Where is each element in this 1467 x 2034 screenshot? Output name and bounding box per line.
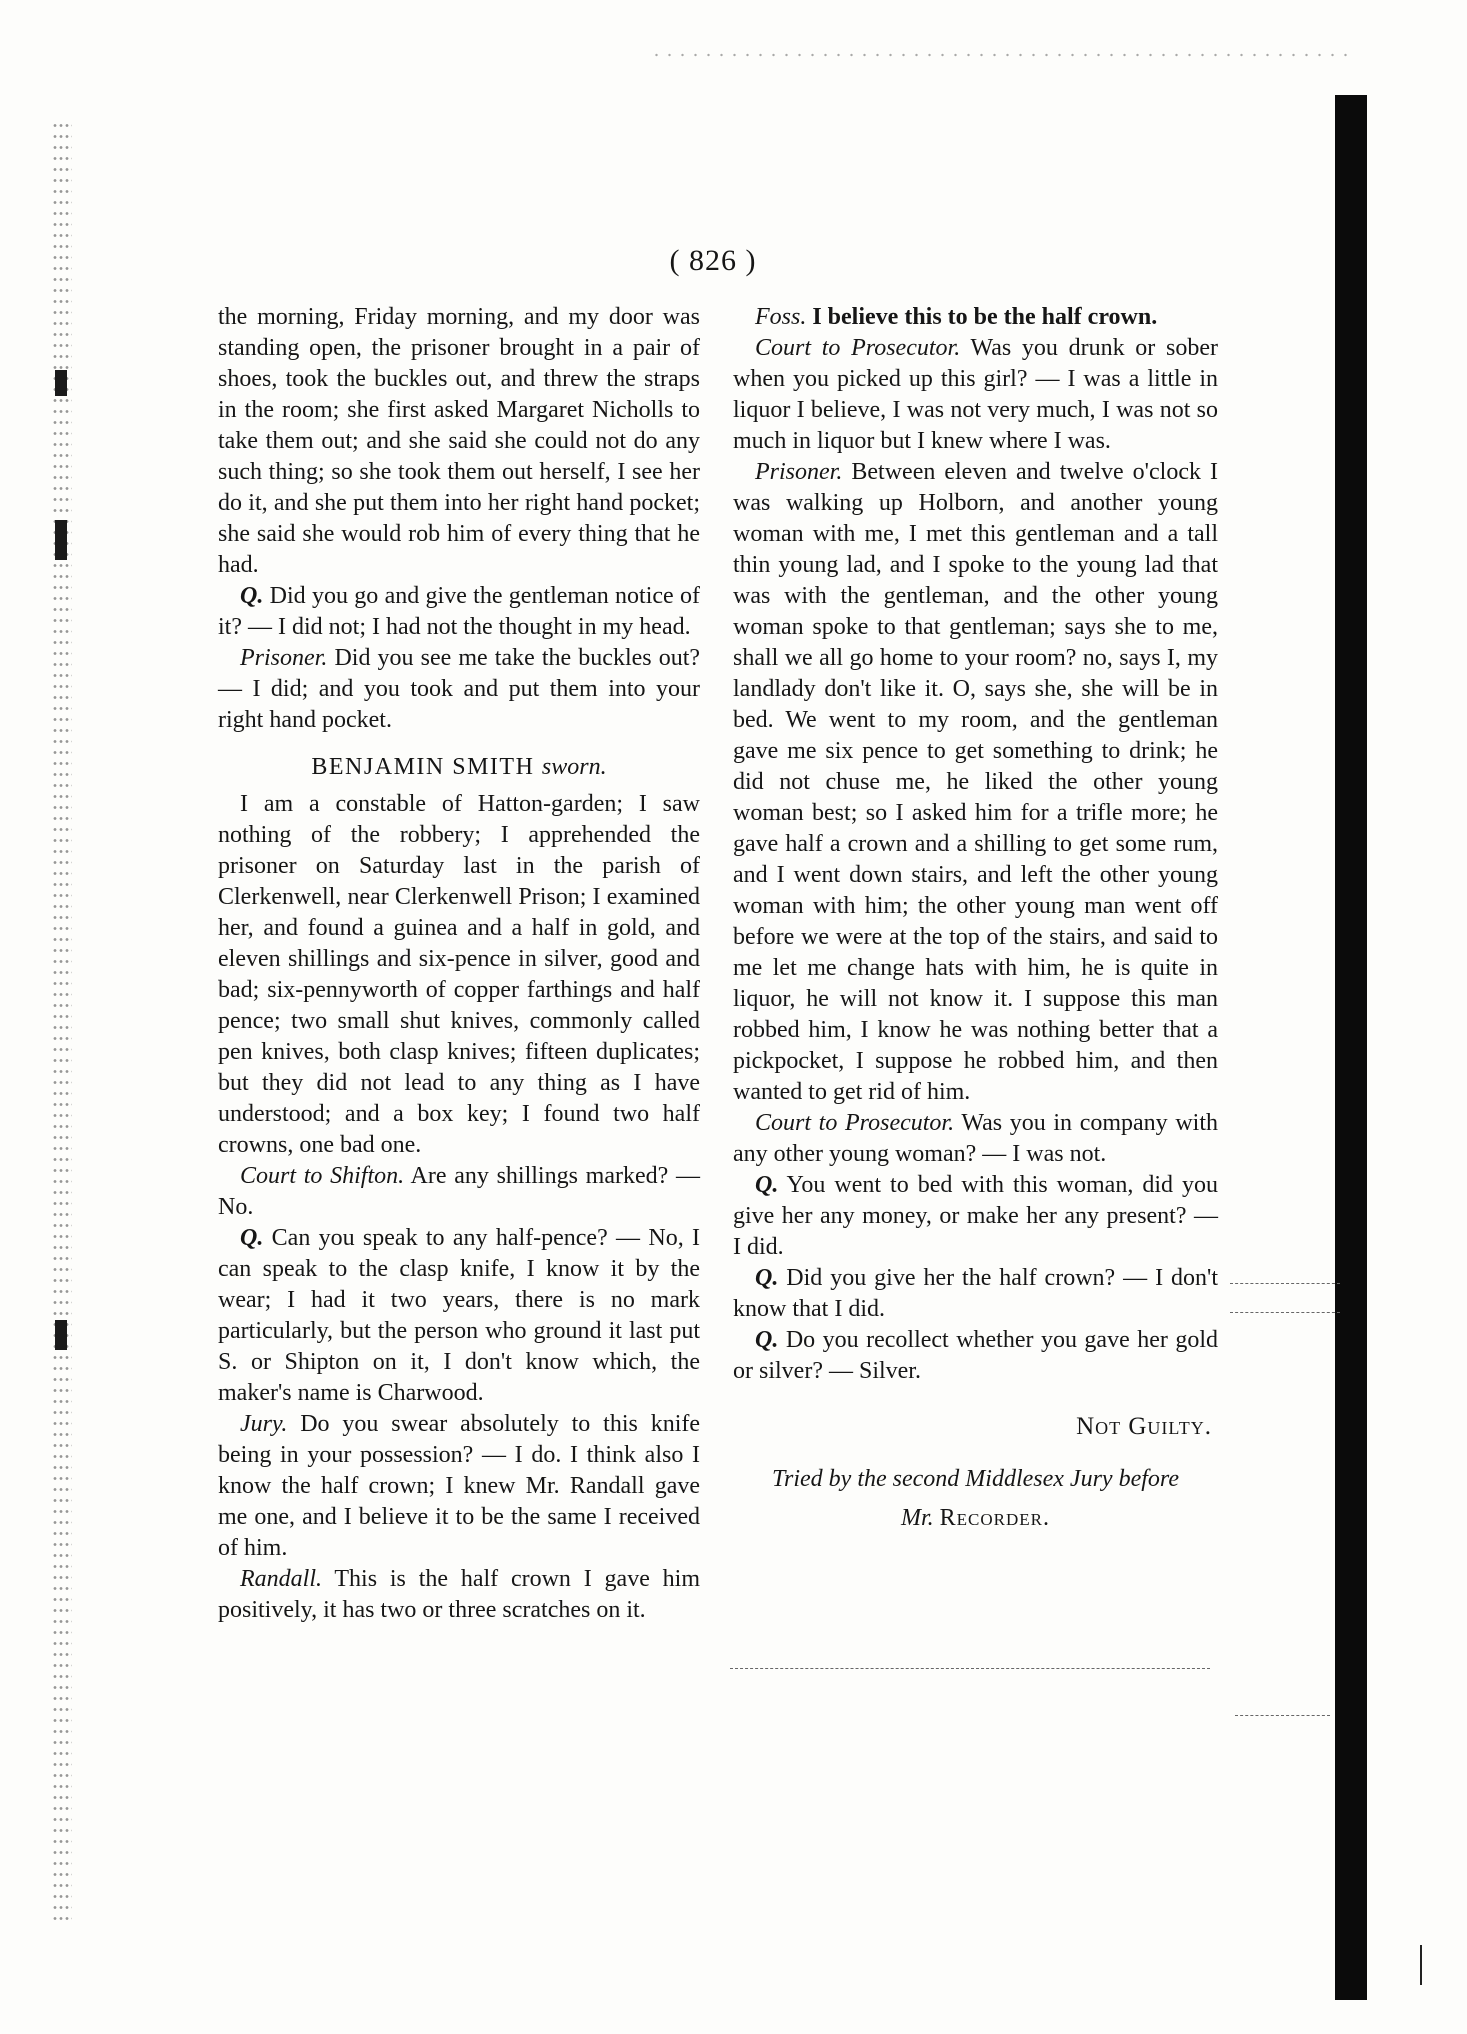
page-edge-shadow: [1335, 95, 1367, 2000]
speaker-label: Prisoner.: [240, 645, 328, 671]
testimony-paragraph: [218, 1409, 700, 1564]
margin-rule: [1230, 1283, 1340, 1284]
witness-heading: [218, 752, 700, 783]
paragraph-text: Was you in company with any other young woman? — I was not.: [733, 1110, 1218, 1167]
testimony-paragraph: [218, 302, 700, 581]
page-number: ( 826 ): [669, 244, 757, 277]
testimony-paragraph: [733, 302, 1218, 333]
speaker-label: Q.: [240, 1225, 264, 1251]
speaker-label: Q.: [755, 1265, 779, 1291]
trial-note: Tried by the second Middlesex Jury before: [772, 1466, 1179, 1492]
paragraph-text: Are any shillings marked? — No.: [218, 1163, 700, 1220]
testimony-paragraph: [733, 1108, 1218, 1170]
testimony-paragraph: [733, 333, 1218, 457]
paragraph-text: I am a constable of Hatton-garden; I saw nothing of the robbery; I apprehended the prisoner on Saturday last in the parish of Clerkenwell, near Clerkenwell Prison; I examined her, and found a guinea and a half in gold, and eleven shillings and six-pence in silver, good and bad; six-pennyworth of copper farthings and half pence; two small shut knives, commonly called pen knives, both clasp knives; fifteen duplicates; but they did not lead to any thing as I have understood; and a box key; I found two half crowns, one bad one.: [218, 791, 700, 1158]
section-rule: [730, 1668, 1210, 1669]
scan-specks: [650, 50, 1350, 60]
binding-blot: [55, 520, 67, 560]
margin-rule: [1235, 1715, 1330, 1716]
paragraph-text: I believe this to be the half crown.: [812, 304, 1158, 330]
speaker-label: Q.: [755, 1327, 779, 1353]
testimony-paragraph: [218, 581, 700, 643]
binding-blot: [55, 370, 67, 396]
paragraph-text: Did you go and give the gentleman notice of it? — I did not; I had not the thought in my head.: [218, 583, 701, 640]
paragraph-text: Did you give her the half crown? — I don't know that I did.: [733, 1265, 1219, 1322]
speaker-label: Q.: [755, 1172, 779, 1198]
judge-line: [733, 1503, 1218, 1534]
speaker-label: Q.: [240, 583, 264, 609]
speaker-label: Court to Prosecutor.: [755, 335, 961, 361]
paragraph-text: Was you drunk or sober when you picked up this girl? — I was a little in liquor I believe, I was not very much, I was not so much in liquor but I knew where I was.: [733, 335, 1218, 454]
margin-rule: [1230, 1312, 1340, 1313]
right-column: [733, 302, 1218, 1534]
speaker-label: Foss.: [755, 304, 807, 330]
testimony-paragraph: [733, 1170, 1218, 1263]
left-column: [218, 302, 700, 1626]
speaker-label: Randall.: [240, 1566, 322, 1592]
testimony-paragraph: [218, 789, 700, 1161]
judge-title: Mr.: [900, 1505, 934, 1531]
judge-name: Recorder.: [939, 1505, 1051, 1531]
paragraph-text: Between eleven and twelve o'clock I was walking up Holborn, and another young woman with me, I met this gentleman and a tall thin young lad, and I spoke to the young lad that was with the gentleman, and the other young woman spoke to that gentleman; says she to me, shall we all go home to your room? no, says I, my landlady don't like it. O, says she, she will be in bed. We went to my room, and the gentleman gave me six pence to get something to drink; he did not chuse me, he liked the other young woman best; so I asked him for a trifle more; he gave half a crown and a shilling to get some rum, and I went down stairs, and left the other young woman with him; the other young man went off before we were at the top of the stairs, and said to me let me change hats with him, he is quite in liquor, he will not know it. I suppose this man robbed him, I know he was nothing better that a pickpocket, I suppose he robbed him, and then wanted to get rid of him.: [733, 459, 1218, 1105]
testimony-paragraph: [733, 1325, 1218, 1387]
testimony-paragraph: [218, 643, 700, 736]
binding-blot: [55, 1320, 67, 1350]
speaker-label: Prisoner.: [755, 459, 843, 485]
paragraph-text: You went to bed with this woman, did you give her any money, or make her any present? — I did.: [733, 1172, 1218, 1260]
testimony-paragraph: [218, 1564, 700, 1626]
sworn-label: sworn.: [541, 754, 607, 780]
paragraph-text: Did you see me take the buckles out? — I did; and you took and put them into your right hand pocket.: [218, 645, 701, 733]
speaker-label: Jury.: [240, 1411, 288, 1437]
speaker-label: Court to Shifton.: [240, 1163, 405, 1189]
paragraph-text: the morning, Friday morning, and my door was standing open, the prisoner brought in a pair of shoes, took the buckles out, and threw the straps in the room; she first asked Margaret Nicholls to take them out; and she said she could not do any such thing; so she took them out herself, I see her do it, and she put them into her right hand pocket; she said she would rob him of every thing that he had.: [218, 304, 700, 578]
witness-name: BENJAMIN SMITH: [311, 754, 535, 780]
testimony-paragraph: [218, 1223, 700, 1409]
scan-speck: [1420, 1945, 1422, 1985]
testimony-paragraph: [733, 457, 1218, 1108]
speaker-label: Court to Prosecutor.: [755, 1110, 955, 1136]
paragraph-text: Can you speak to any half-pence? — No, I can speak to the clasp knife, I know it by the wear; I had it two years, there is no mark particularly, but the person who ground it last put S. or Shipton on it, I don't know which, the maker's name is Charwood.: [218, 1225, 700, 1406]
paragraph-text: This is the half crown I gave him positively, it has two or three scratches on it.: [218, 1566, 700, 1623]
testimony-paragraph: [733, 1263, 1218, 1325]
verdict: Not Guilty.: [1076, 1413, 1212, 1440]
paragraph-text: Do you recollect whether you gave her gold or silver? — Silver.: [733, 1327, 1219, 1384]
testimony-paragraph: [218, 1161, 700, 1223]
paragraph-text: Do you swear absolutely to this knife being in your possession? — I do. I think also I know the half crown; I knew Mr. Randall gave me one, and I believe it to be the same I received of him.: [218, 1411, 701, 1561]
